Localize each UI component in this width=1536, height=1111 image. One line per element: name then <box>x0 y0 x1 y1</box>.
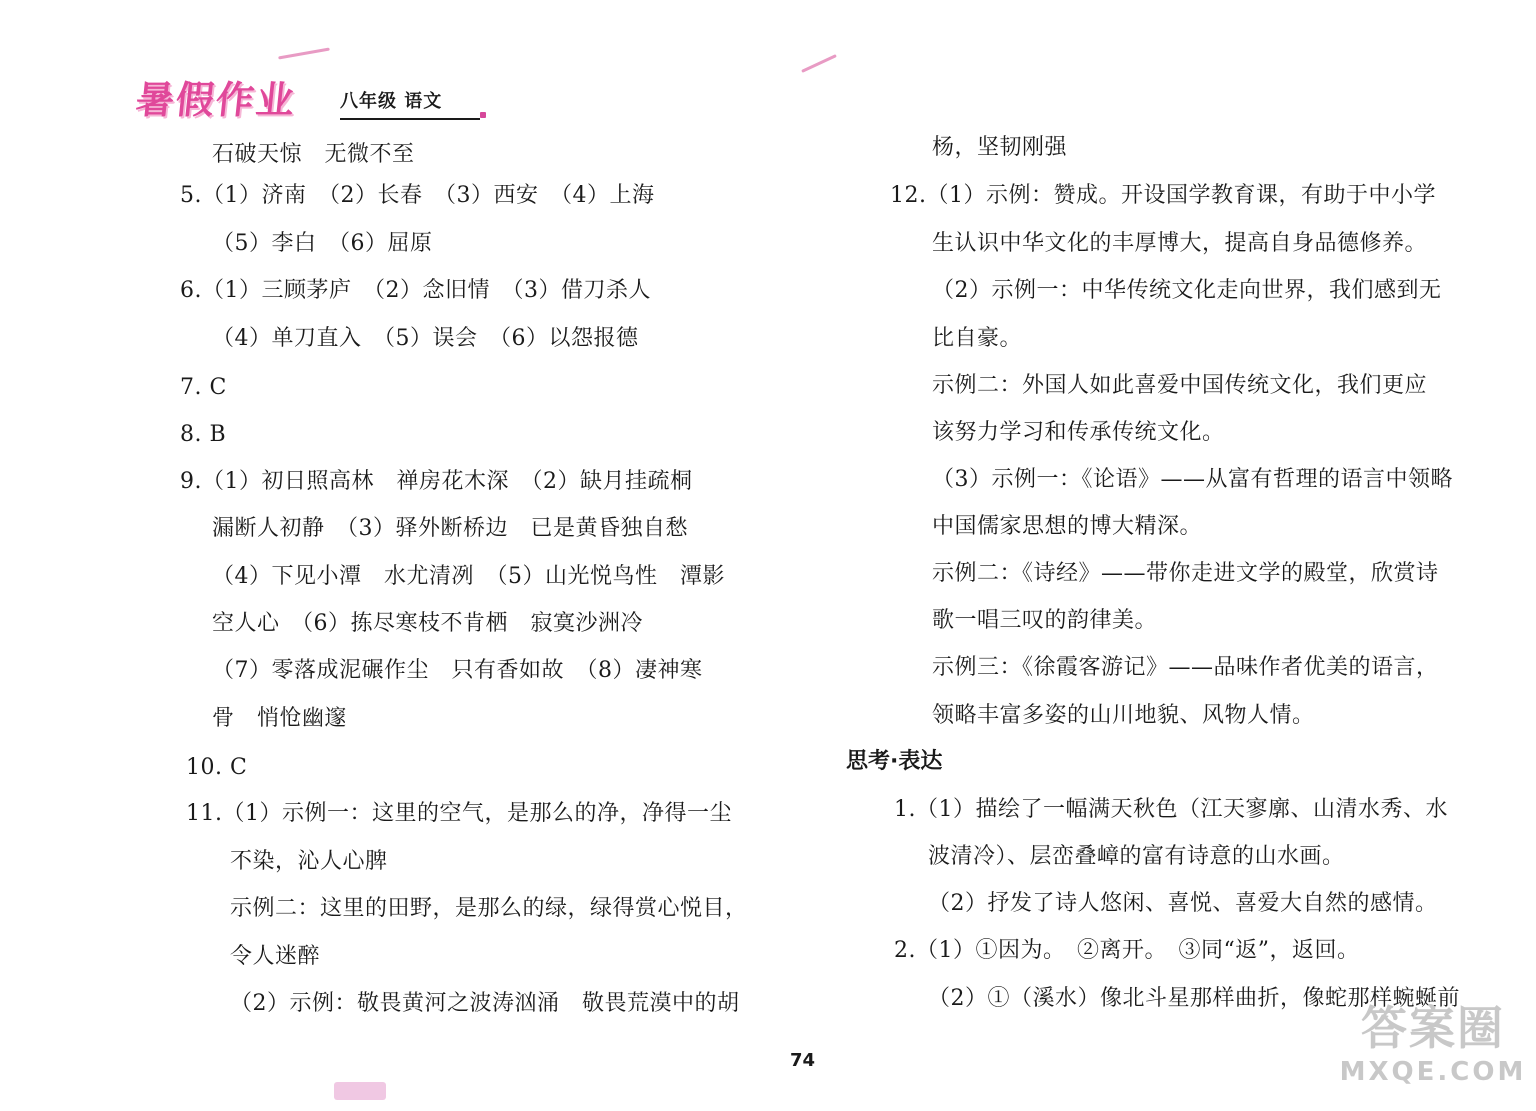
answer-line: 9.（1）初日照高林 禅房花木深 （2）缺月挂疏桐 <box>180 469 693 494</box>
answer-line: 石破天惊 无微不至 <box>212 142 415 167</box>
answer-line: 中国儒家思想的博大精深。 <box>932 514 1203 539</box>
subtitle-underline <box>340 118 480 120</box>
answer-line: （2）示例：敬畏黄河之波涛汹涌 敬畏荒漠中的胡 <box>230 991 740 1016</box>
answer-line: 波清冷）、层峦叠嶂的富有诗意的山水画。 <box>928 844 1345 869</box>
answer-line: （5）李白 （6）屈原 <box>212 231 433 256</box>
answer-line: 骨 悄怆幽邃 <box>212 706 348 731</box>
answer-line: 10. C <box>186 755 248 780</box>
answer-line: 令人迷醉 <box>230 944 321 969</box>
answer-line: （2）示例一：中华传统文化走向世界，我们感到无 <box>932 278 1442 303</box>
answer-line: 示例二：《诗经》——带你走进文学的殿堂，欣赏诗 <box>932 561 1439 586</box>
answer-line: 12.（1）示例：赞成。开设国学教育课，有助于中小学 <box>890 183 1436 208</box>
answer-line: （4）下见小潭 水尤清冽 （5）山光悦鸟性 潭影 <box>212 564 725 589</box>
answer-line: 该努力学习和传承传统文化。 <box>932 420 1225 445</box>
section-heading: 思考·表达 <box>846 749 943 774</box>
grade-subject-label: 八年级 语文 <box>340 91 443 112</box>
answer-line: 2.（1）①因为。 ②离开。 ③同“返”，返回。 <box>894 938 1360 963</box>
answer-line: （2）①（溪水）像北斗星那样曲折，像蛇那样蜿蜒前 <box>928 986 1460 1011</box>
answer-line: 空人心 （6）拣尽寒枝不肯栖 寂寞沙洲冷 <box>212 611 643 636</box>
answer-line: 生认识中华文化的丰厚博大，提高自身品德修养。 <box>932 231 1428 256</box>
answer-line: 歌一唱三叹的韵律美。 <box>932 608 1158 633</box>
answer-line: 示例三：《徐霞客游记》——品味作者优美的语言， <box>932 655 1439 680</box>
watermark-bottom: MXQE.COM <box>1339 1057 1527 1087</box>
subtitle-dot <box>480 112 486 118</box>
answer-line: （4）单刀直入 （5）误会 （6）以怨报德 <box>212 326 639 351</box>
answer-line: （2）抒发了诗人悠闲、喜悦、喜爱大自然的感情。 <box>928 891 1438 916</box>
pink-smudge <box>334 1082 386 1100</box>
answer-line: 11.（1）示例一：这里的空气，是那么的净，净得一尘 <box>186 801 732 826</box>
answer-line: 7. C <box>180 375 227 400</box>
answer-line: 杨，坚韧刚强 <box>932 135 1068 160</box>
answer-line: 6.（1）三顾茅庐 （2）念旧情 （3）借刀杀人 <box>180 278 651 303</box>
answer-line: 不染，沁人心脾 <box>230 849 388 874</box>
logo-swash-right <box>801 54 837 73</box>
answer-line: （7）零落成泥碾作尘 只有香如故 （8）凄神寒 <box>212 658 703 683</box>
answer-line: 5.（1）济南 （2）长春 （3）西安 （4）上海 <box>180 183 655 208</box>
watermark-top: 答案圈 <box>1361 1001 1505 1055</box>
brand-logo: 暑假作业 <box>133 78 299 122</box>
answer-line: 比自豪。 <box>932 326 1023 351</box>
answer-line: 示例二：这里的田野，是那么的绿，绿得赏心悦目， <box>230 896 748 921</box>
logo-swash-top <box>278 48 330 60</box>
answer-line: （3）示例一：《论语》——从富有哲理的语言中领略 <box>932 467 1453 492</box>
watermark <box>1338 1000 1528 1100</box>
answer-line: 漏断人初静 （3）驿外断桥边 已是黄昏独自愁 <box>212 516 688 541</box>
answer-line: 示例二：外国人如此喜爱中国传统文化，我们更应 <box>932 373 1428 398</box>
answer-line: 8. B <box>180 422 227 447</box>
answer-line: 领略丰富多姿的山川地貌、风物人情。 <box>932 703 1315 728</box>
answer-line: 1.（1）描绘了一幅满天秋色（江天寥廓、山清水秀、水 <box>894 797 1448 822</box>
page-number: 74 <box>790 1050 816 1071</box>
